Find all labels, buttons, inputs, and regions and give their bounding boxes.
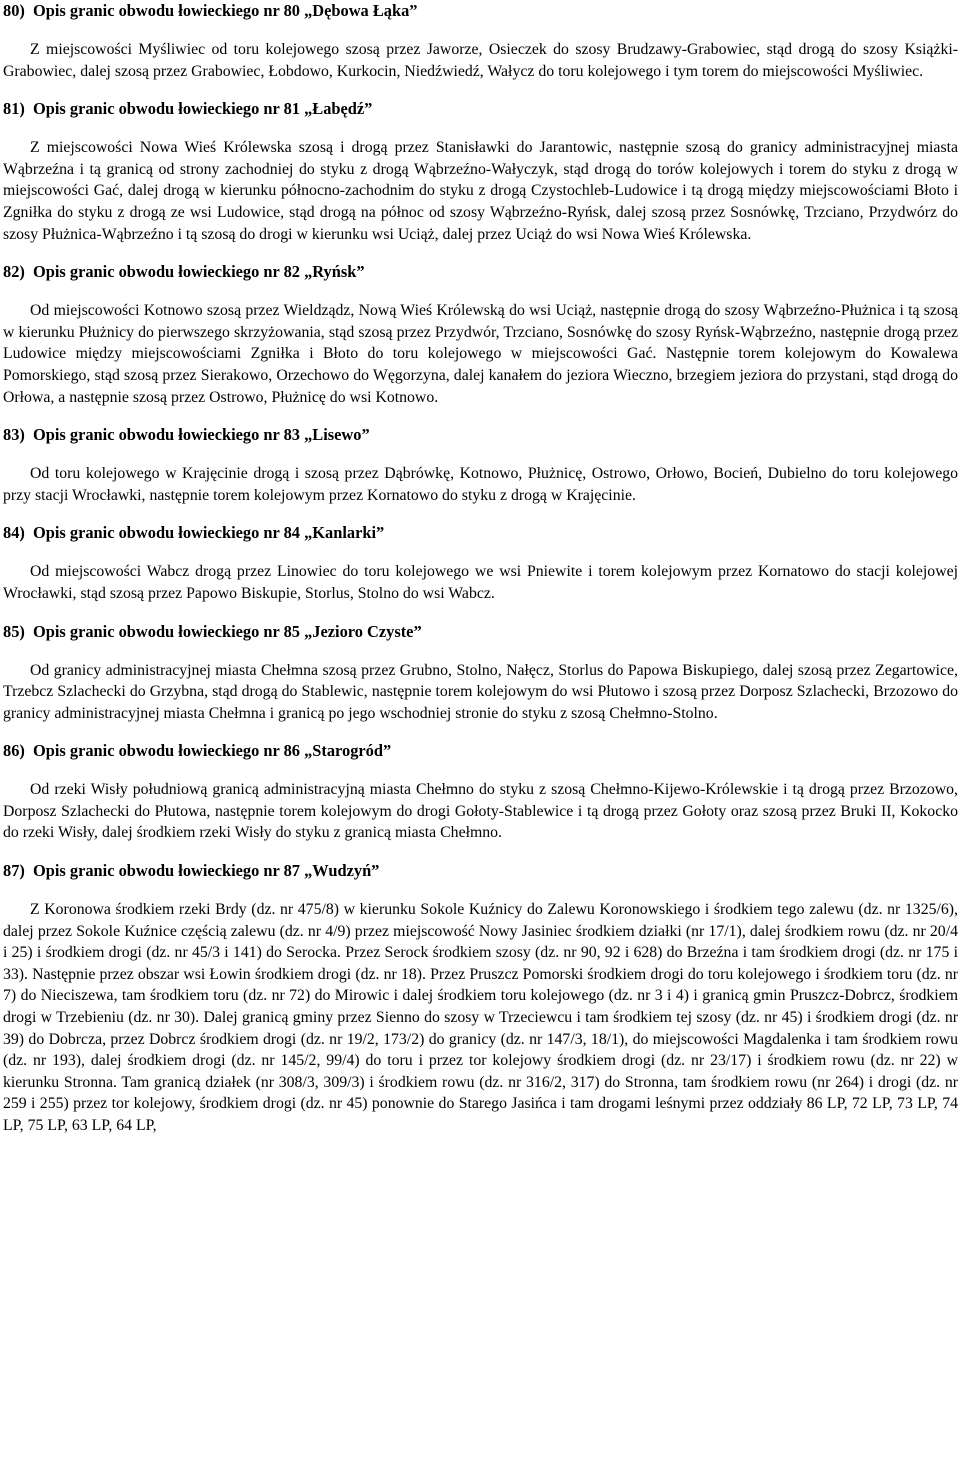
section-number: 86)	[3, 741, 25, 761]
section-heading	[3, 424, 958, 445]
section-heading	[3, 621, 958, 642]
section-title: Opis granic obwodu łowieckiego nr 86 „Starogród”	[33, 741, 392, 761]
section-83	[3, 424, 958, 522]
section-title: Opis granic obwodu łowieckiego nr 85 „Jezioro Czyste”	[33, 621, 422, 641]
section-title: Opis granic obwodu łowieckiego nr 87 „Wudzyń”	[33, 861, 380, 881]
section-number: 85)	[3, 621, 25, 641]
section-body: Z Koronowa środkiem rzeki Brdy (dz. nr 475/8) w kierunku Sokole Kuźnicy do Zalewu Koronowskiego i środkiem tego zalewu (dz. nr 1325/6), dalej przez Sokole Kuźnice częścią zalewu (dz. nr 4/9) przez miejscowość Nowy Jasiniec środkiem działki (nr 17/1), dalej środkiem rowu (dz. nr 20/4 i 25) i środkiem drogi (dz. nr 45/3 i 141) do Serocka. Przez Serock środkiem szosy (dz. nr 90, 92 i 628) do Brzeźna i tam środkiem drogi (dz. nr 175 i 33). Następnie przez obszar wsi Łowin środkiem drogi (dz. nr 18). Przez Pruszcz Pomorski środkiem drogi do toru kolejowego i środkiem toru (dz. nr 7) do Nieciszewa, tam środkiem toru (dz. nr 72) do Mirowic i dalej środkiem toru kolejowego (dz. nr 3 i 4) i granicą gmin Pruszcz-Dobrcz, środkiem drogi w Trzebieniu (dz. nr 30). Dalej granicą gminy przez Sienno do szosy w Trzeciewcu i tam środkiem tej szosy (dz. nr 45) i środkiem drogi (dz. nr 39) do Dobrcza, przez Dobrcz środkiem drogi (dz. nr 19/2, 173/2) do granicy (dz. nr 147/3, 18/1), do miejscowości Magdalenka i tam środkiem rowu (dz. nr 193), dalej środkiem drogi (dz. nr 145/2, 99/4) do toru i przez tor kolejowy środkiem drogi (dz. nr 23/17) i środkiem rowu (dz. nr 22) w kierunku Stronna. Tam granicą działek (nr 308/3, 309/3) i środkiem rowu (dz. nr 316/2, 317) do Stronna, tam środkiem rowu (nr 264) i drogi (dz. nr 259 i 255) przez tor kolejowy, środkiem drogi (dz. nr 45) ponownie do Starego Jasińca i tam drogami leśnymi przez oddziały 86 LP, 72 LP, 73 LP, 74 LP, 75 LP, 63 LP, 64 LP,	[3, 901, 958, 1134]
section-heading	[3, 261, 958, 282]
section-body: Od miejscowości Wabcz drogą przez Linowiec do toru kolejowego we wsi Pniewite i torem kolejowym przez Kornatowo do stacji kolejowej Wrocławki, stąd szosą przez Papowo Biskupie, Storlus, Stolno do wsi Wabcz.	[3, 563, 958, 602]
section-body: Z miejscowości Nowa Wieś Królewska szosą i drogą przez Stanisławki do Jarantowic, następnie szosą do granicy administracyjnej miasta Wąbrzeźna i tą granicą od strony zachodniej do styku z drogą Wąbrzeźno-Wałyczyk, stąd drogą do torów kolejowych i torem do styku z drogą w miejscowości Gać, dalej drogą w kierunku północno-zachodnim do styku z drogą Czystochleb-Ludowice i tą drogą między miejscowościami Błoto i Zgniłka do styku z drogą ze wsi Ludowice, stąd drogą na północ od szosy Wąbrzeźno-Ryńsk, dalej szosą przez Sosnówkę, Trzciano, Przydwórz do szosy Płużnica-Wąbrzeźno i tą szosą do drogi w kierunku wsi Uciąż, dalej przez Uciąż do wsi Nowa Wieś Królewska.	[3, 139, 958, 243]
section-body: Od granicy administracyjnej miasta Chełmna szosą przez Grubno, Stolno, Nałęcz, Storlus do Papowa Biskupiego, dalej szosą przez Zegartowice, Trzebcz Szlachecki do Grzybna, stąd drogą do Stablewic, następnie torem kolejowym do wsi Płutowo i szosą przez Dorposz Szlachecki, Brzozowo do granicy administracyjnej miasta Chełmna i granicą po jego wschodniej stronie do styku z szosą Chełmno-Stolno.	[3, 661, 958, 722]
section-title: Opis granic obwodu łowieckiego nr 84 „Kanlarki”	[33, 523, 385, 543]
section-82	[3, 261, 958, 424]
section-number: 82)	[3, 262, 25, 282]
section-heading	[3, 522, 958, 543]
section-number: 80)	[3, 1, 25, 20]
section-85	[3, 621, 958, 741]
section-title: Opis granic obwodu łowieckiego nr 83 „Lisewo”	[33, 425, 370, 445]
section-number: 84)	[3, 523, 25, 543]
section-heading	[3, 98, 958, 119]
section-title: Opis granic obwodu łowieckiego nr 80 „Dębowa Łąka”	[33, 1, 418, 20]
section-body: Od toru kolejowego w Krajęcinie drogą i szosą przez Dąbrówkę, Kotnowo, Płużnicę, Ostrowo, Orłowo, Bocień, Dubielno do toru kolejowego przy stacji Wrocławki, następnie torem kolejowym przez Kornatowo do styku z drogą w Krajęcinie.	[3, 465, 958, 504]
section-81	[3, 98, 958, 261]
section-heading	[3, 860, 958, 881]
section-number: 87)	[3, 861, 25, 881]
section-title: Opis granic obwodu łowieckiego nr 82 „Ryńsk”	[33, 262, 365, 282]
section-number: 81)	[3, 99, 25, 119]
section-heading	[3, 0, 958, 21]
section-84	[3, 522, 958, 620]
section-body: Od miejscowości Kotnowo szosą przez Wieldządz, Nową Wieś Królewską do wsi Uciąż, następnie drogą do szosy Wąbrzeźno-Płużnica i tą szosą w kierunku Płużnicy do pierwszego skrzyżowania, stąd szosą przez Przydwór, Trzciano, Sosnówkę do szosy Ryńsk-Wąbrzeźno, następnie drogą przez Ludowice między miejscowościami Zgniłka i Błoto do toru kolejowego w miejscowości Gać. Następnie torem kolejowym do Kowalewa Pomorskiego, stąd szosą przez Sierakowo, Orzechowo do Węgorzyna, dalej kanałem do jeziora Wieczno, brzegiem jeziora do przystani, stąd drogą do Orłowa, a następnie szosą przez Ostrowo, Płużnicę do wsi Kotnowo.	[3, 302, 958, 406]
section-number: 83)	[3, 425, 25, 445]
section-heading	[3, 740, 958, 761]
section-title: Opis granic obwodu łowieckiego nr 81 „Łabędź”	[33, 99, 373, 119]
section-body: Od rzeki Wisły południową granicą administracyjną miasta Chełmno do styku z szosą Chełmno-Kijewo-Królewskie i tą drogą przez Brzozowo, Dorposz Szlachecki do Płutowa, następnie torem kolejowym do drogi Gołoty-Stablewice i tą drogą przez Gołoty oraz szosą przez Bruki II, Kokocko do rzeki Wisły, dalej środkiem rzeki Wisły do styku z granicą miasta Chełmno.	[3, 781, 958, 842]
section-body: Z miejscowości Myśliwiec od toru kolejowego szosą przez Jaworze, Osieczek do szosy Brudzawy-Grabowiec, stąd drogą do szosy Książki-Grabowiec, dalej szosą przez Grabowiec, Łobdowo, Kurkocin, Niedźwiedź, Wałycz do toru kolejowego i tym torem do miejscowości Myśliwiec.	[3, 41, 958, 80]
section-80	[3, 0, 958, 98]
section-86	[3, 740, 958, 860]
section-87	[3, 860, 958, 1137]
